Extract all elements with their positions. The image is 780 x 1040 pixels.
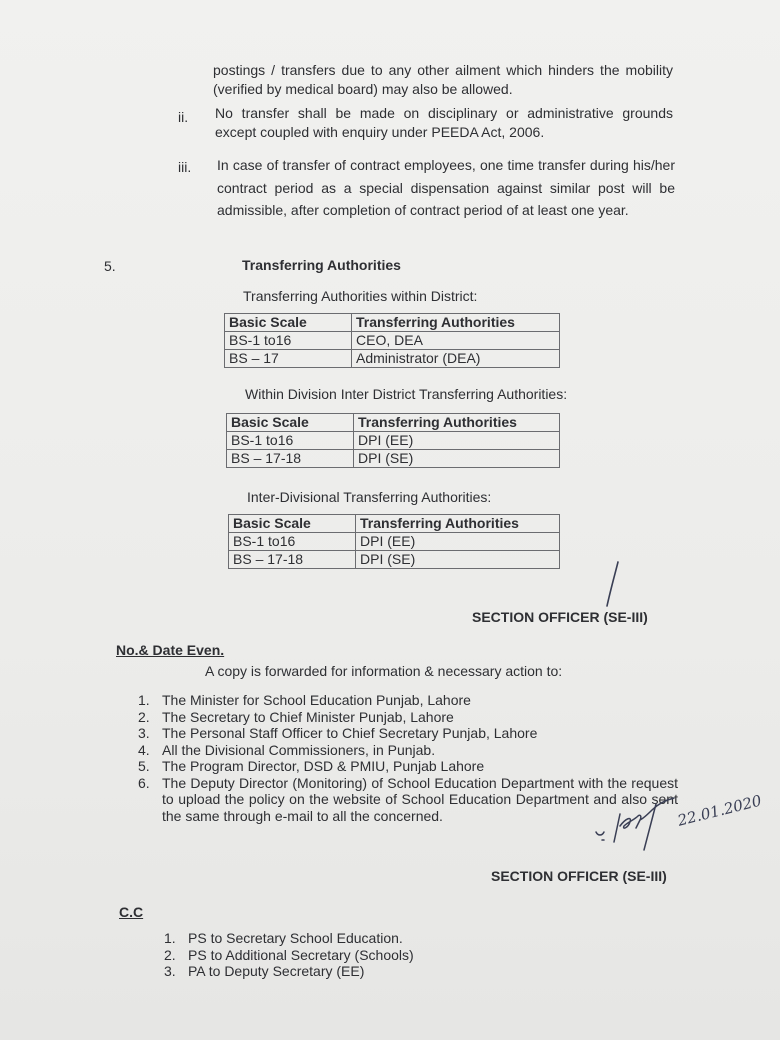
list-item (138, 758, 678, 775)
table-header-row (225, 314, 560, 332)
list-number: 6. (138, 774, 150, 791)
table-row (227, 432, 560, 450)
list-item (164, 947, 494, 964)
item-continuation: postings / transfers due to any other ailment which hinders the mobility (verified by medical board) may also be allowed. (213, 62, 673, 97)
table-cell: CEO, DEA (352, 332, 560, 350)
signature-stroke (598, 560, 628, 610)
table-cell: DPI (EE) (356, 533, 560, 551)
table-row (229, 533, 560, 551)
section-number: 5. (104, 258, 116, 274)
authority-table (226, 413, 560, 468)
item-text: No transfer shall be made on disciplinary or administrative grounds except coupled with enquiry under PEEDA Act, 2006. (215, 105, 673, 140)
list-text: PS to Secretary School Education. (188, 930, 403, 946)
item-number: ii. (178, 109, 189, 125)
table-cell: BS-1 to16 (225, 332, 352, 350)
cc-list (164, 930, 494, 980)
list-number: 3. (138, 725, 150, 741)
table-header-cell: Transferring Authorities (354, 414, 560, 432)
list-item (138, 742, 678, 759)
table-cell: BS-1 to16 (227, 432, 354, 450)
table-header-cell: Transferring Authorities (352, 314, 560, 332)
cc-label: C.C (119, 904, 144, 920)
list-text: PA to Deputy Secretary (EE) (188, 963, 365, 979)
table-caption: Within Division Inter District Transferring Authorities: (245, 386, 568, 402)
list-item (164, 963, 494, 980)
table-cell: DPI (EE) (354, 432, 560, 450)
table-row (229, 551, 560, 569)
table-header-row (227, 414, 560, 432)
table-cell: DPI (SE) (356, 551, 560, 569)
table-cell: BS – 17-18 (229, 551, 356, 569)
table-header-row (229, 515, 560, 533)
list-number: 1. (164, 930, 176, 946)
signatory-title: SECTION OFFICER (SE-III) (491, 868, 667, 884)
table-header-cell: Basic Scale (225, 314, 352, 332)
list-number: 2. (138, 708, 150, 725)
signatory-title: SECTION OFFICER (SE-III) (472, 609, 648, 625)
table-cell: BS – 17-18 (227, 450, 354, 468)
list-text: The Minister for School Education Punjab, Lahore (162, 692, 471, 708)
table-header-cell: Basic Scale (227, 414, 354, 432)
list-text: The Personal Staff Officer to Chief Secretary Punjab, Lahore (162, 725, 538, 741)
forward-line: A copy is forwarded for information & necessary action to: (205, 663, 563, 679)
list-item (138, 709, 678, 726)
list-number: 4. (138, 741, 150, 758)
table-cell: BS-1 to16 (229, 533, 356, 551)
list-item (138, 692, 678, 709)
list-number: 3. (164, 963, 176, 979)
table-cell: BS – 17 (225, 350, 352, 368)
table-cell: Administrator (DEA) (352, 350, 560, 368)
handwritten-date: 22.01.2020 (675, 791, 764, 830)
list-text: The Secretary to Chief Minister Punjab, Lahore (162, 708, 454, 725)
table-cell: DPI (SE) (354, 450, 560, 468)
list-text: The Deputy Director (Monitoring) of School Education Department with the request to upload the policy on the website of School Education Department and also sent the same through e-mail to all the concerned. (162, 774, 678, 824)
table-row (225, 332, 560, 350)
list-text: All the Divisional Commissioners, in Punjab. (162, 741, 436, 758)
table-row (227, 450, 560, 468)
authority-table (228, 514, 560, 569)
list-number: 5. (138, 758, 150, 774)
list-item (138, 725, 678, 742)
table-row (225, 350, 560, 368)
item-number: iii. (178, 159, 192, 175)
table-header-cell: Transferring Authorities (356, 515, 560, 533)
table-header-cell: Basic Scale (229, 515, 356, 533)
reference-line: No.& Date Even. (116, 642, 225, 658)
list-item (164, 930, 494, 947)
item-text: In case of transfer of contract employees, one time transfer during his/her contract period as a special dispensation against similar post will be admissible, after completion of contract period of at least one year. (217, 157, 675, 218)
table-caption: Inter-Divisional Transferring Authorities: (247, 489, 492, 505)
table-caption: Transferring Authorities within District: (243, 288, 478, 304)
authority-table (224, 313, 560, 368)
list-text: PS to Additional Secretary (Schools) (188, 946, 414, 963)
section-title: Transferring Authorities (242, 257, 401, 273)
list-number: 1. (138, 692, 150, 708)
list-text: The Program Director, DSD & PMIU, Punjab Lahore (162, 758, 485, 774)
list-number: 2. (164, 946, 176, 963)
